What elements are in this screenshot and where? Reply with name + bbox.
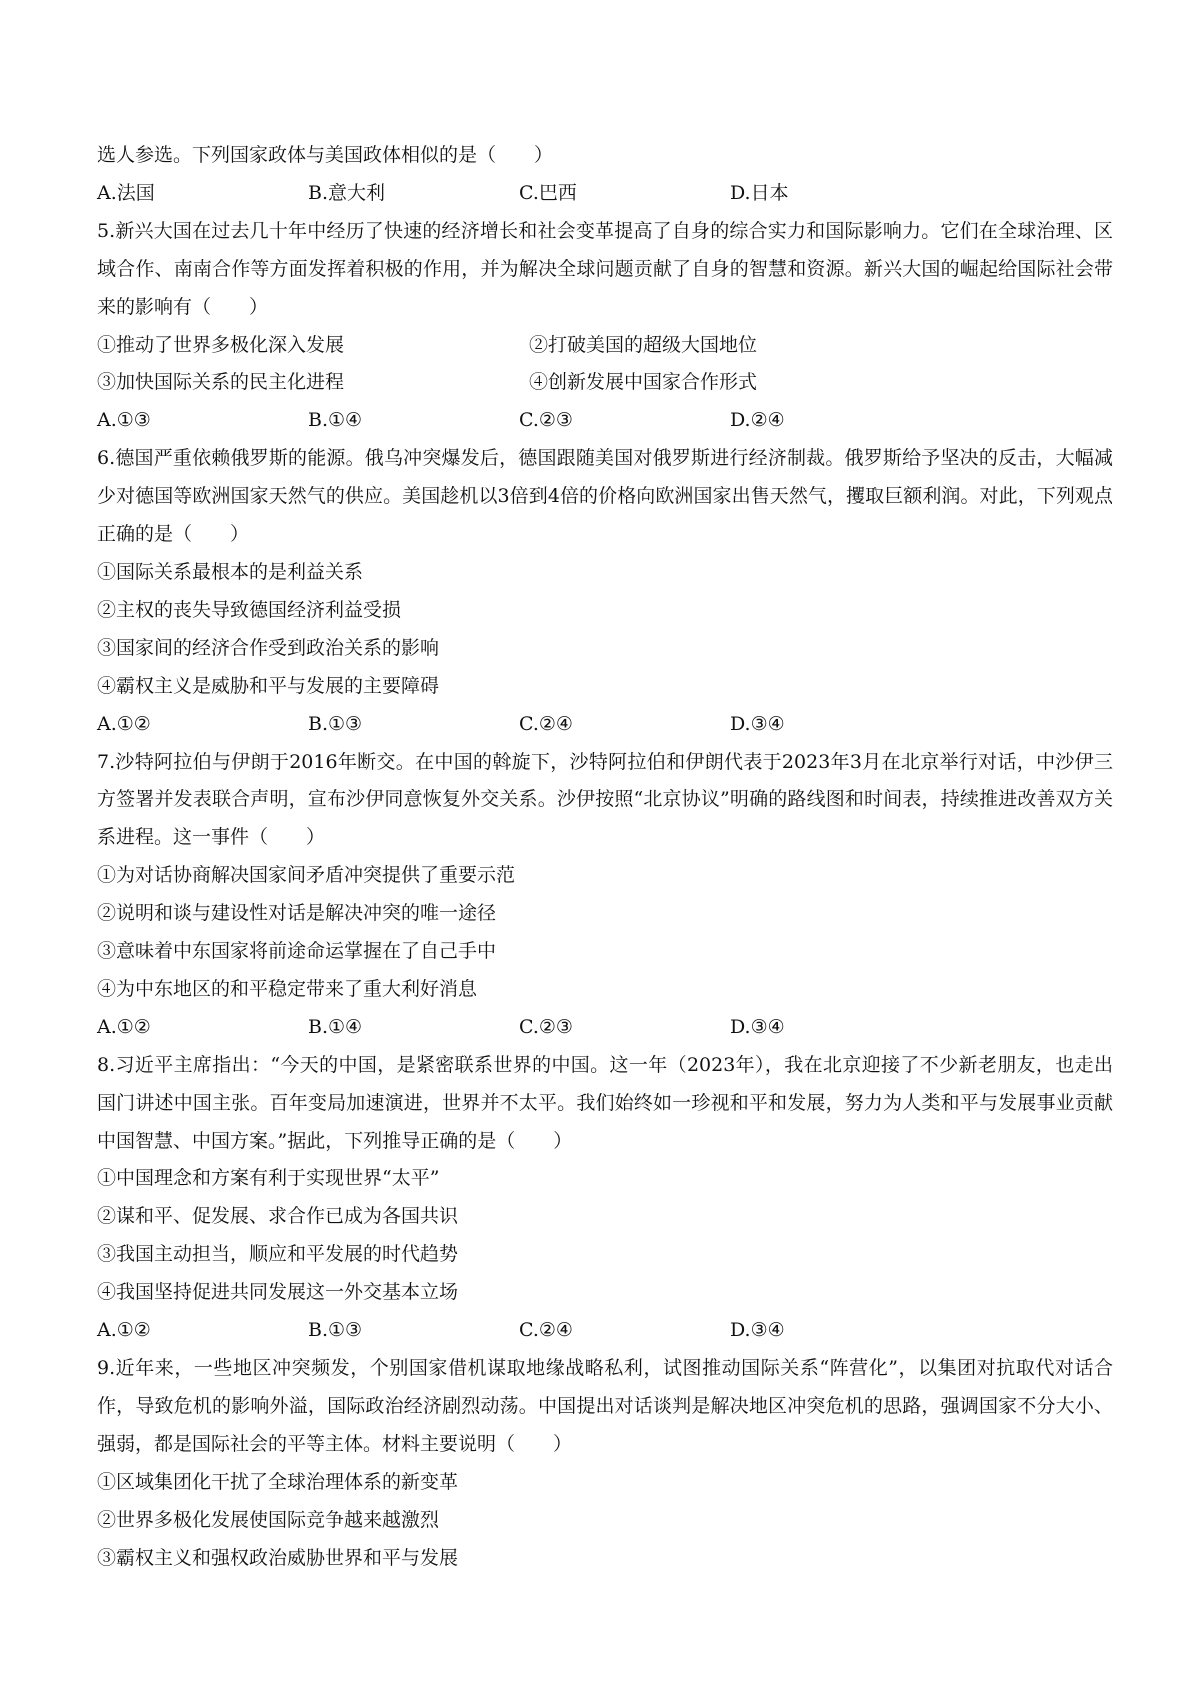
statement-3: ③加快国际关系的民主化进程 — [97, 371, 345, 394]
question-8-stem: 8.习近平主席指出：“今天的中国，是紧密联系世界的中国。这一年（2023年），我在北京迎接了不少新老朋友，也走出国门讲述中国主张。百年变局加速演进，世界并不太平。我们始终如一珍视和平和发展，努力为人类和平与发展事业贡献中国智慧、中国方案。”据此，下列推导正确的是（ ） — [97, 1053, 1113, 1152]
choice-a: A.①③ — [97, 409, 151, 432]
statement-4: ④创新发展中国家合作形式 — [529, 371, 758, 394]
question-5-choices — [97, 402, 1113, 440]
choice-d: D.②④ — [730, 409, 785, 432]
choice-c: C.②④ — [519, 712, 573, 735]
choice-a: A.法国 — [97, 181, 155, 204]
choice-b: B.①④ — [308, 409, 363, 432]
choice-b: B.①③ — [308, 712, 363, 735]
statement-1: ①国际关系最根本的是利益关系 — [97, 560, 364, 583]
question-6 — [97, 440, 1113, 743]
question-5-statements-row-2 — [97, 364, 1113, 402]
question-4 — [97, 137, 1113, 213]
statement-1: ①中国理念和方案有利于实现世界“太平” — [97, 1167, 440, 1190]
question-4-choices — [97, 175, 1113, 213]
statement-3: ③意味着中东国家将前途命运掌握在了自己手中 — [97, 940, 497, 963]
choice-c: C.②④ — [519, 1319, 573, 1342]
choice-a: A.①② — [97, 1319, 151, 1342]
choice-b: B.①④ — [308, 1015, 363, 1038]
statement-1: ①推动了世界多极化深入发展 — [97, 333, 345, 356]
statement-1: ①区域集团化干扰了全球治理体系的新变革 — [97, 1470, 459, 1493]
question-7 — [97, 744, 1113, 1047]
choice-a: A.①② — [97, 1015, 151, 1038]
statement-4: ④我国坚持促进共同发展这一外交基本立场 — [97, 1281, 459, 1304]
statement-4: ④为中东地区的和平稳定带来了重大利好消息 — [97, 977, 478, 1000]
statement-4: ④霸权主义是威胁和平与发展的主要障碍 — [97, 674, 440, 697]
choice-d: D.③④ — [730, 1015, 785, 1038]
statement-2: ②主权的丧失导致德国经济利益受损 — [97, 598, 402, 621]
statement-3: ③霸权主义和强权政治威胁世界和平与发展 — [97, 1546, 459, 1569]
choice-b: B.①③ — [308, 1319, 363, 1342]
choice-a: A.①② — [97, 712, 151, 735]
question-7-choices — [97, 1009, 1113, 1047]
choice-b: B.意大利 — [308, 181, 386, 204]
statement-3: ③国家间的经济合作受到政治关系的影响 — [97, 636, 440, 659]
statement-2: ②谋和平、促发展、求合作已成为各国共识 — [97, 1205, 459, 1228]
exam-content — [97, 137, 1113, 1577]
question-4-stem-tail: 选人参选。下列国家政体与美国政体相似的是（ ） — [97, 144, 554, 166]
question-8-choices — [97, 1312, 1113, 1350]
question-6-choices — [97, 706, 1113, 744]
choice-c: C.巴西 — [519, 181, 577, 204]
statement-2: ②打破美国的超级大国地位 — [529, 333, 758, 356]
choice-d: D.日本 — [730, 181, 789, 204]
question-9 — [97, 1350, 1113, 1577]
statement-1: ①为对话协商解决国家间矛盾冲突提供了重要示范 — [97, 864, 516, 887]
statement-2: ②说明和谈与建设性对话是解决冲突的唯一途径 — [97, 902, 497, 925]
question-6-stem: 6.德国严重依赖俄罗斯的能源。俄乌冲突爆发后，德国跟随美国对俄罗斯进行经济制裁。俄罗斯给予坚决的反击，大幅减少对德国等欧洲国家天然气的供应。美国趁机以3倍到4倍的价格向欧洲国家出售天然气，攫取巨额利润。对此，下列观点正确的是（ ） — [97, 447, 1113, 546]
question-5-statements-row-1 — [97, 327, 1113, 365]
question-8 — [97, 1047, 1113, 1350]
question-5 — [97, 213, 1113, 440]
statement-2: ②世界多极化发展使国际竞争越来越激烈 — [97, 1508, 440, 1531]
question-5-stem: 5.新兴大国在过去几十年中经历了快速的经济增长和社会变革提高了自身的综合实力和国际影响力。它们在全球治理、区域合作、南南合作等方面发挥着积极的作用，并为解决全球问题贡献了自身的智慧和资源。新兴大国的崛起给国际社会带来的影响有（ ） — [97, 219, 1113, 318]
choice-d: D.③④ — [730, 1319, 785, 1342]
question-7-stem: 7.沙特阿拉伯与伊朗于2016年断交。在中国的斡旋下，沙特阿拉伯和伊朗代表于2023年3月在北京举行对话，中沙伊三方签署并发表联合声明，宣布沙伊同意恢复外交关系。沙伊按照“北京协议”明确的路线图和时间表，持续推进改善双方关系进程。这一事件（ ） — [97, 750, 1113, 849]
choice-c: C.②③ — [519, 1015, 573, 1038]
choice-c: C.②③ — [519, 409, 573, 432]
question-9-stem: 9.近年来，一些地区冲突频发，个别国家借机谋取地缘战略私利，试图推动国际关系“阵营化”，以集团对抗取代对话合作，导致危机的影响外溢，国际政治经济剧烈动荡。中国提出对话谈判是解决地区冲突危机的思路，强调国家不分大小、强弱，都是国际社会的平等主体。材料主要说明（ ） — [97, 1357, 1113, 1455]
choice-d: D.③④ — [730, 712, 785, 735]
statement-3: ③我国主动担当，顺应和平发展的时代趋势 — [97, 1243, 459, 1266]
